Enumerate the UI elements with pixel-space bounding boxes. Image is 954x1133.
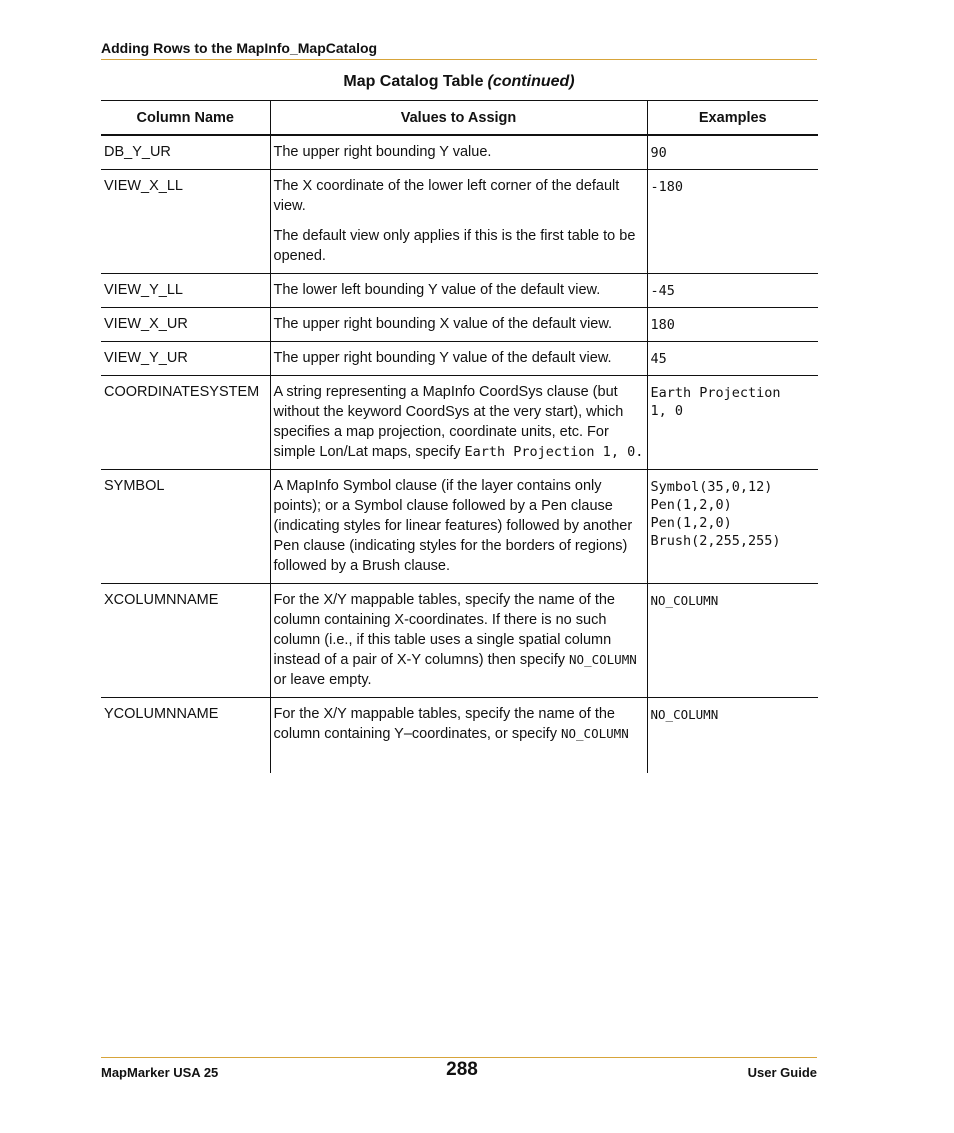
column-name-cell: YCOLUMNNAME bbox=[104, 706, 219, 722]
running-footer bbox=[101, 1057, 817, 1082]
values-text bbox=[274, 590, 644, 690]
table-header-row bbox=[101, 101, 818, 136]
table-row bbox=[101, 308, 818, 342]
page-number: 288 bbox=[446, 1059, 478, 1080]
values-text: The upper right bounding Y value of the default view. bbox=[273, 350, 612, 366]
values-text: The upper right bounding Y value. bbox=[273, 144, 492, 160]
table-row bbox=[101, 342, 818, 376]
values-text bbox=[274, 382, 644, 462]
values-text: The upper right bounding X value of the default view. bbox=[273, 316, 613, 332]
table-row bbox=[101, 135, 818, 170]
inline-code: NO_COLUMN bbox=[569, 652, 637, 667]
table-row bbox=[101, 274, 818, 308]
map-catalog-table bbox=[101, 100, 818, 773]
inline-code: Earth Projection 1, 0. bbox=[464, 444, 644, 460]
column-header: Examples bbox=[647, 101, 818, 136]
values-text: The default view only applies if this is the first table to be opened. bbox=[273, 228, 636, 264]
values-cell bbox=[270, 308, 647, 342]
values-cell bbox=[270, 135, 647, 170]
example-cell: Earth Projection 1, 0 bbox=[647, 376, 818, 470]
column-name-cell: VIEW_Y_LL bbox=[101, 274, 270, 308]
example-cell: -45 bbox=[647, 274, 818, 308]
example-cell: -180 bbox=[647, 170, 818, 274]
caption-continued: (continued) bbox=[487, 73, 575, 90]
running-header bbox=[101, 39, 817, 60]
values-text-part: A string representing a MapInfo CoordSys clause (but without the keyword CoordSys at the very start), which specifies a map projection, coordinate units, etc. For simple Lon/Lat maps, specify bbox=[273, 384, 624, 460]
values-cell bbox=[270, 584, 647, 698]
column-name-cell: VIEW_X_UR bbox=[101, 308, 270, 342]
inline-code: NO_COLUMN bbox=[560, 726, 629, 741]
example-cell: Symbol(35,0,12) Pen(1,2,0) Pen(1,2,0) Brush(2,255,255) bbox=[647, 470, 818, 584]
column-header: Column Name bbox=[101, 101, 270, 136]
values-text-part: For the X/Y mappable tables, specify the name of the column containing Y–coordinates, or specify bbox=[273, 706, 615, 742]
values-cell bbox=[270, 274, 647, 308]
example-code: NO_COLUMN bbox=[650, 593, 719, 608]
table-row bbox=[101, 470, 818, 584]
values-text: A MapInfo Symbol clause (if the layer contains only points); or a Symbol clause followed by a Pen clause (indicating styles for linear features) followed by another Pen clause (indicating styles for the borders of regions) followed by a Brush clause. bbox=[273, 478, 633, 574]
table-row bbox=[101, 584, 818, 698]
caption-title: Map Catalog Table bbox=[343, 73, 484, 90]
values-text: The lower left bounding Y value of the default view. bbox=[273, 282, 601, 298]
table-row bbox=[101, 376, 818, 470]
example-cell: 180 bbox=[647, 308, 818, 342]
values-cell bbox=[270, 170, 647, 274]
example-cell: 45 bbox=[647, 342, 818, 376]
values-text: The X coordinate of the lower left corner of the default view. bbox=[273, 178, 620, 214]
example-cell: 90 bbox=[647, 135, 818, 170]
table-row bbox=[101, 698, 818, 774]
column-header: Values to Assign bbox=[270, 101, 647, 136]
column-name-cell: COORDINATESYSTEM bbox=[101, 376, 270, 470]
column-name-cell: DB_Y_UR bbox=[101, 135, 270, 170]
column-name-cell: VIEW_X_LL bbox=[101, 170, 270, 274]
values-text bbox=[274, 704, 644, 744]
values-cell bbox=[270, 376, 647, 470]
column-name-cell: XCOLUMNNAME bbox=[101, 584, 270, 698]
product-name: MapMarker USA 25 bbox=[101, 1065, 219, 1080]
values-cell bbox=[270, 698, 647, 774]
values-text-part: or leave empty. bbox=[273, 672, 372, 688]
values-cell bbox=[270, 342, 647, 376]
example-cell bbox=[647, 698, 818, 774]
table-caption bbox=[101, 72, 817, 92]
column-name-cell: SYMBOL bbox=[101, 470, 270, 584]
column-name-cell: VIEW_Y_UR bbox=[101, 342, 270, 376]
example-code: NO_COLUMN bbox=[650, 707, 719, 722]
values-cell bbox=[270, 470, 647, 584]
section-title: Adding Rows to the MapInfo_MapCatalog bbox=[101, 40, 378, 56]
values-text-part: For the X/Y mappable tables, specify the name of the column containing X-coordinates. If there is no such column (i.e., if this table uses a single spatial column instead of a pair of X-Y columns) then specify bbox=[273, 592, 615, 668]
table-row bbox=[101, 170, 818, 274]
guide-name: User Guide bbox=[747, 1065, 817, 1080]
example-cell bbox=[647, 584, 818, 698]
